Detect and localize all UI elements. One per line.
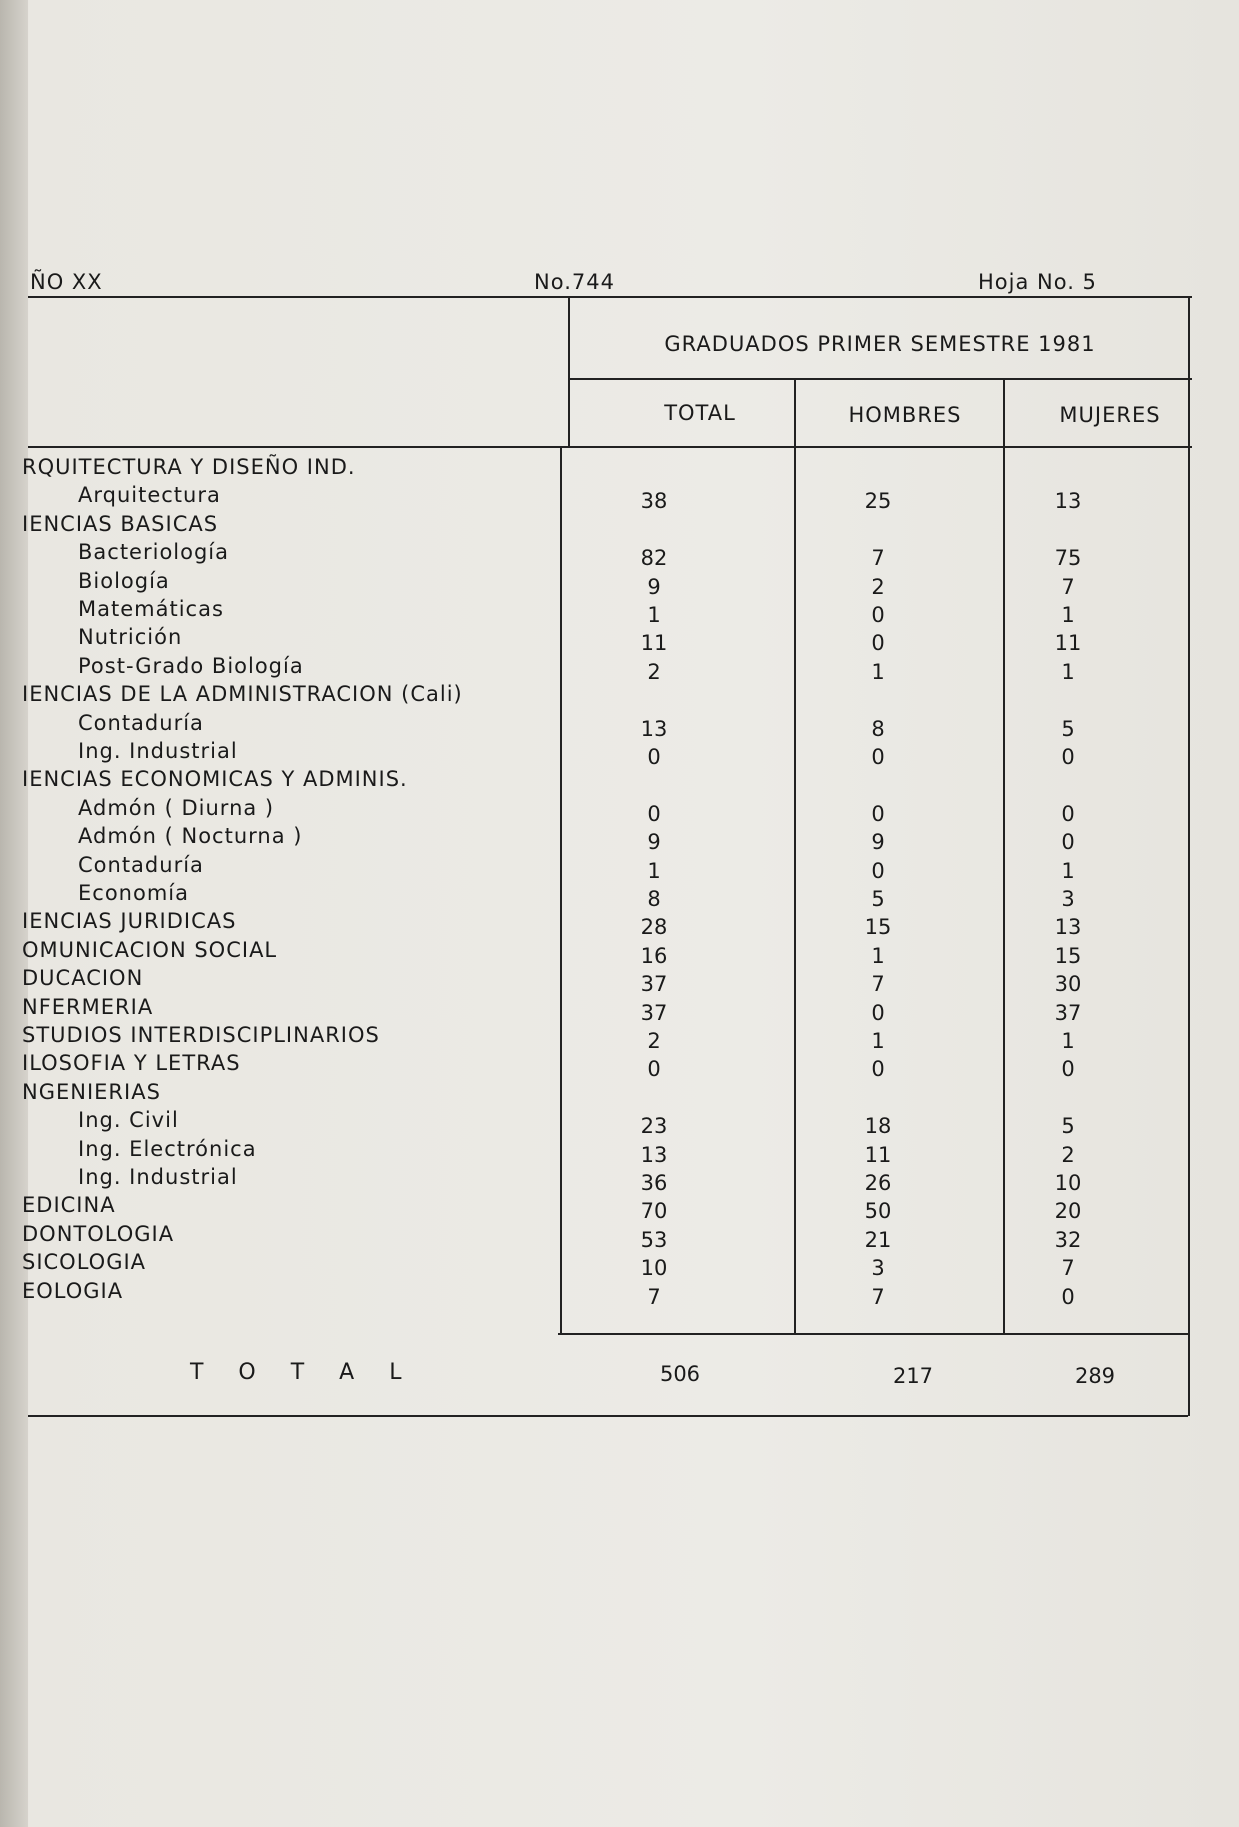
row-label: Post-Grado Biología — [78, 654, 304, 678]
cell-mujeres: 13 — [1054, 489, 1082, 513]
cell-hombres: 3 — [871, 1256, 885, 1280]
table-top-rule — [28, 296, 1192, 298]
cell-mujeres: 20 — [1054, 1199, 1082, 1223]
cell-total: 9 — [647, 830, 661, 854]
cell-hombres: 1 — [871, 660, 885, 684]
cell-mujeres: 37 — [1054, 1001, 1082, 1025]
cell-total: 9 — [647, 575, 661, 599]
row-label: Ing. Industrial — [78, 1165, 238, 1189]
cell-hombres: 1 — [871, 944, 885, 968]
cell-total: 28 — [640, 915, 668, 939]
row-label: Nutrición — [78, 625, 183, 649]
cell-hombres: 11 — [864, 1143, 892, 1167]
cell-hombres: 15 — [864, 915, 892, 939]
cell-hombres: 8 — [871, 717, 885, 741]
cell-hombres: 21 — [864, 1228, 892, 1252]
cell-mujeres: 5 — [1061, 717, 1075, 741]
column-header-hombres: HOMBRES — [848, 403, 962, 427]
cell-total: 36 — [640, 1171, 668, 1195]
table-bottom-rule — [28, 1415, 1188, 1417]
row-label: Contaduría — [78, 711, 204, 735]
cell-mujeres: 30 — [1054, 972, 1082, 996]
header-sheet: Hoja No. 5 — [978, 270, 1097, 294]
cell-mujeres: 75 — [1054, 546, 1082, 570]
header-number: No.744 — [534, 270, 615, 294]
row-label: Ing. Industrial — [78, 739, 238, 763]
column-header-mujeres: MUJERES — [1059, 403, 1161, 427]
row-label: DONTOLOGIA — [22, 1222, 175, 1246]
row-label: OMUNICACION SOCIAL — [22, 938, 278, 962]
row-label: EOLOGIA — [22, 1279, 124, 1303]
cell-total: 16 — [640, 944, 668, 968]
row-label: Contaduría — [78, 853, 204, 877]
row-label: NFERMERIA — [22, 995, 154, 1019]
cell-total: 13 — [640, 1143, 668, 1167]
row-label: IENCIAS BASICAS — [22, 512, 219, 536]
cell-mujeres: 1 — [1061, 1029, 1075, 1053]
cell-total: 37 — [640, 972, 668, 996]
cell-mujeres: 15 — [1054, 944, 1082, 968]
cell-total: 2 — [647, 1029, 661, 1053]
cell-hombres: 0 — [871, 1001, 885, 1025]
cell-mujeres: 5 — [1061, 1114, 1075, 1138]
cell-hombres: 18 — [864, 1114, 892, 1138]
cell-total: 1 — [647, 859, 661, 883]
cell-mujeres: 0 — [1061, 1057, 1075, 1081]
cell-mujeres: 2 — [1061, 1143, 1075, 1167]
cell-mujeres: 1 — [1061, 603, 1075, 627]
row-label: RQUITECTURA Y DISEÑO IND. — [22, 455, 356, 479]
cell-mujeres: 0 — [1061, 745, 1075, 769]
group-header-rule — [568, 378, 1192, 380]
row-label: DUCACION — [22, 966, 144, 990]
total-row-total: 506 — [659, 1362, 701, 1386]
cell-hombres: 1 — [871, 1029, 885, 1053]
table-right-rule — [1188, 296, 1190, 1416]
cell-mujeres: 7 — [1061, 1256, 1075, 1280]
body-bottom-rule — [558, 1333, 1190, 1335]
cell-hombres: 7 — [871, 972, 885, 996]
cell-mujeres: 0 — [1061, 802, 1075, 826]
cell-hombres: 0 — [871, 859, 885, 883]
cell-total: 37 — [640, 1001, 668, 1025]
cell-hombres: 7 — [871, 546, 885, 570]
cell-mujeres: 7 — [1061, 575, 1075, 599]
cell-mujeres: 10 — [1054, 1171, 1082, 1195]
cell-hombres: 0 — [871, 603, 885, 627]
row-label: NGENIERIAS — [22, 1080, 161, 1104]
cell-hombres: 2 — [871, 575, 885, 599]
row-label: Admón ( Diurna ) — [78, 796, 275, 820]
row-label: Ing. Civil — [78, 1108, 179, 1132]
header-year: ÑO XX — [30, 270, 103, 294]
table-left-rule-body — [560, 446, 562, 1333]
row-label: ILOSOFIA Y LETRAS — [22, 1051, 241, 1075]
cell-total: 82 — [640, 546, 668, 570]
cell-total: 0 — [647, 745, 661, 769]
column-divider-1 — [794, 378, 796, 1333]
cell-hombres: 26 — [864, 1171, 892, 1195]
cell-total: 53 — [640, 1228, 668, 1252]
cell-total: 38 — [640, 489, 668, 513]
row-label: STUDIOS INTERDISCIPLINARIOS — [22, 1023, 380, 1047]
cell-total: 0 — [647, 802, 661, 826]
row-label: EDICINA — [22, 1193, 116, 1217]
cell-hombres: 0 — [871, 631, 885, 655]
cell-hombres: 0 — [871, 1057, 885, 1081]
total-row-hombres: 217 — [892, 1364, 934, 1388]
cell-mujeres: 3 — [1061, 887, 1075, 911]
cell-total: 23 — [640, 1114, 668, 1138]
group-header: GRADUADOS PRIMER SEMESTRE 1981 — [664, 332, 1096, 356]
column-header-rule — [28, 446, 1192, 448]
cell-mujeres: 1 — [1061, 859, 1075, 883]
row-label: SICOLOGIA — [22, 1250, 147, 1274]
total-row-label: T O T A L — [190, 1360, 416, 1385]
cell-total: 70 — [640, 1199, 668, 1223]
cell-total: 7 — [647, 1285, 661, 1309]
cell-total: 10 — [640, 1256, 668, 1280]
cell-mujeres: 0 — [1061, 1285, 1075, 1309]
cell-hombres: 5 — [871, 887, 885, 911]
row-label: Admón ( Nocturna ) — [78, 824, 303, 848]
row-label: Bacteriología — [78, 540, 230, 564]
row-label: IENCIAS ECONOMICAS Y ADMINIS. — [22, 767, 408, 791]
table-left-rule-head — [568, 296, 570, 446]
cell-hombres: 7 — [871, 1285, 885, 1309]
cell-mujeres: 13 — [1054, 915, 1082, 939]
column-header-total: TOTAL — [664, 401, 736, 425]
cell-hombres: 0 — [871, 802, 885, 826]
cell-total: 11 — [640, 631, 668, 655]
cell-mujeres: 0 — [1061, 830, 1075, 854]
column-divider-2 — [1003, 378, 1005, 1333]
cell-total: 8 — [647, 887, 661, 911]
row-label: Matemáticas — [78, 597, 224, 621]
cell-hombres: 25 — [864, 489, 892, 513]
cell-mujeres: 11 — [1054, 631, 1082, 655]
cell-hombres: 9 — [871, 830, 885, 854]
row-label: IENCIAS JURIDICAS — [22, 909, 237, 933]
cell-mujeres: 32 — [1054, 1228, 1082, 1252]
cell-mujeres: 1 — [1061, 660, 1075, 684]
row-label: Arquitectura — [78, 483, 221, 507]
cell-total: 13 — [640, 717, 668, 741]
cell-hombres: 0 — [871, 745, 885, 769]
cell-hombres: 50 — [864, 1199, 892, 1223]
row-label: Ing. Electrónica — [78, 1137, 257, 1161]
row-label: IENCIAS DE LA ADMINISTRACION (Cali) — [22, 682, 463, 706]
total-row-mujeres: 289 — [1074, 1364, 1116, 1388]
row-label: Economía — [78, 881, 189, 905]
cell-total: 2 — [647, 660, 661, 684]
cell-total: 1 — [647, 603, 661, 627]
row-label: Biología — [78, 569, 170, 593]
cell-total: 0 — [647, 1057, 661, 1081]
